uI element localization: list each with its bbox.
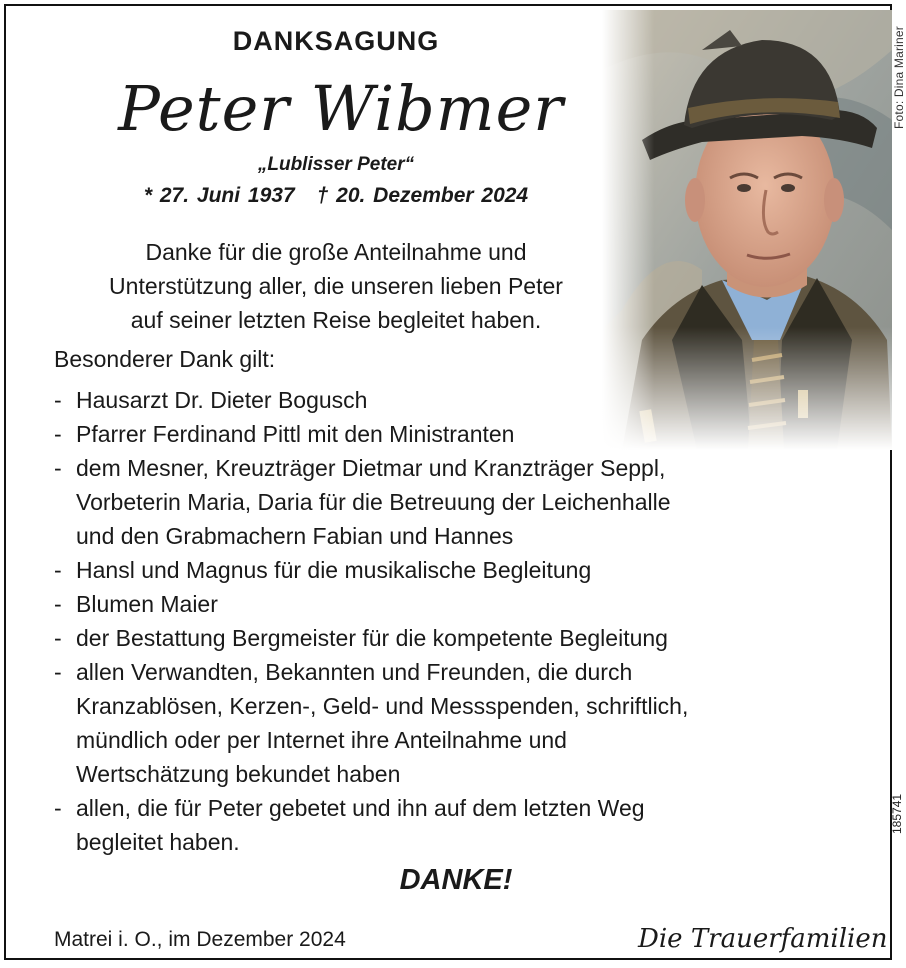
intro-line: Unterstützung aller, die unseren lieben Peter: [109, 273, 563, 299]
list-item-line: - dem Mesner, Kreuzträger Dietmar und Kranzträger Seppl,: [76, 455, 666, 481]
list-item-line: und den Grabmachern Fabian und Hannes: [76, 523, 514, 549]
death-date: † 20. Dezember 2024: [316, 184, 529, 207]
place-date: Matrei i. O., im Dezember 2024: [54, 928, 346, 951]
deceased-name: Peter Wibmer: [118, 72, 564, 145]
signature: Die Trauerfamilien: [638, 924, 888, 954]
birth-date: * 27. Juni 1937: [143, 184, 295, 207]
reference-number: 185741: [890, 793, 904, 834]
list-item: [54, 451, 854, 553]
list-item-line: - Hansl und Magnus für die musikalische Begleitung: [76, 557, 592, 583]
intro-text: [46, 235, 626, 337]
list-item-line: - der Bestattung Bergmeister für die kompetente Begleitung: [76, 625, 668, 651]
list-item: [54, 417, 854, 451]
photo-credit: Foto: Dina Mariner: [892, 26, 906, 129]
list-item: [54, 621, 854, 655]
list-item-line: Vorbeterin Maria, Daria für die Betreuung der Leichenhalle: [76, 489, 671, 515]
intro-line: auf seiner letzten Reise begleitet haben.: [130, 307, 542, 333]
list-item: [54, 383, 854, 417]
list-item: [54, 655, 854, 791]
list-item: [54, 553, 854, 587]
list-item-line: Kranzablösen, Kerzen-, Geld- und Messspenden, schriftlich,: [76, 693, 689, 719]
list-item: [54, 587, 854, 621]
list-item-line: begleitet haben.: [76, 829, 240, 855]
page-title: DANKSAGUNG: [232, 26, 440, 56]
life-dates: [6, 184, 666, 208]
list-item-line: - Hausarzt Dr. Dieter Bogusch: [76, 387, 368, 413]
list-item-line: - Pfarrer Ferdinand Pittl mit den Ministranten: [76, 421, 515, 447]
nickname: „Lublisser Peter“: [257, 154, 415, 175]
list-item-line: - Blumen Maier: [76, 591, 218, 617]
list-item: [54, 791, 854, 859]
list-item-line: - allen, die für Peter gebetet und ihn auf dem letzten Weg: [76, 795, 645, 821]
obituary-card: [4, 4, 906, 960]
closing-thanks: DANKE!: [399, 864, 513, 896]
intro-line: Danke für die große Anteilnahme und: [145, 239, 527, 265]
list-item-line: Wertschätzung bekundet haben: [76, 761, 401, 787]
list-item-line: - allen Verwandten, Bekannten und Freunden, die durch: [76, 659, 633, 685]
thanks-list: [54, 383, 854, 859]
list-item-line: mündlich oder per Internet ihre Anteilnahme und: [76, 727, 567, 753]
special-thanks-heading: Besonderer Dank gilt:: [54, 346, 276, 372]
